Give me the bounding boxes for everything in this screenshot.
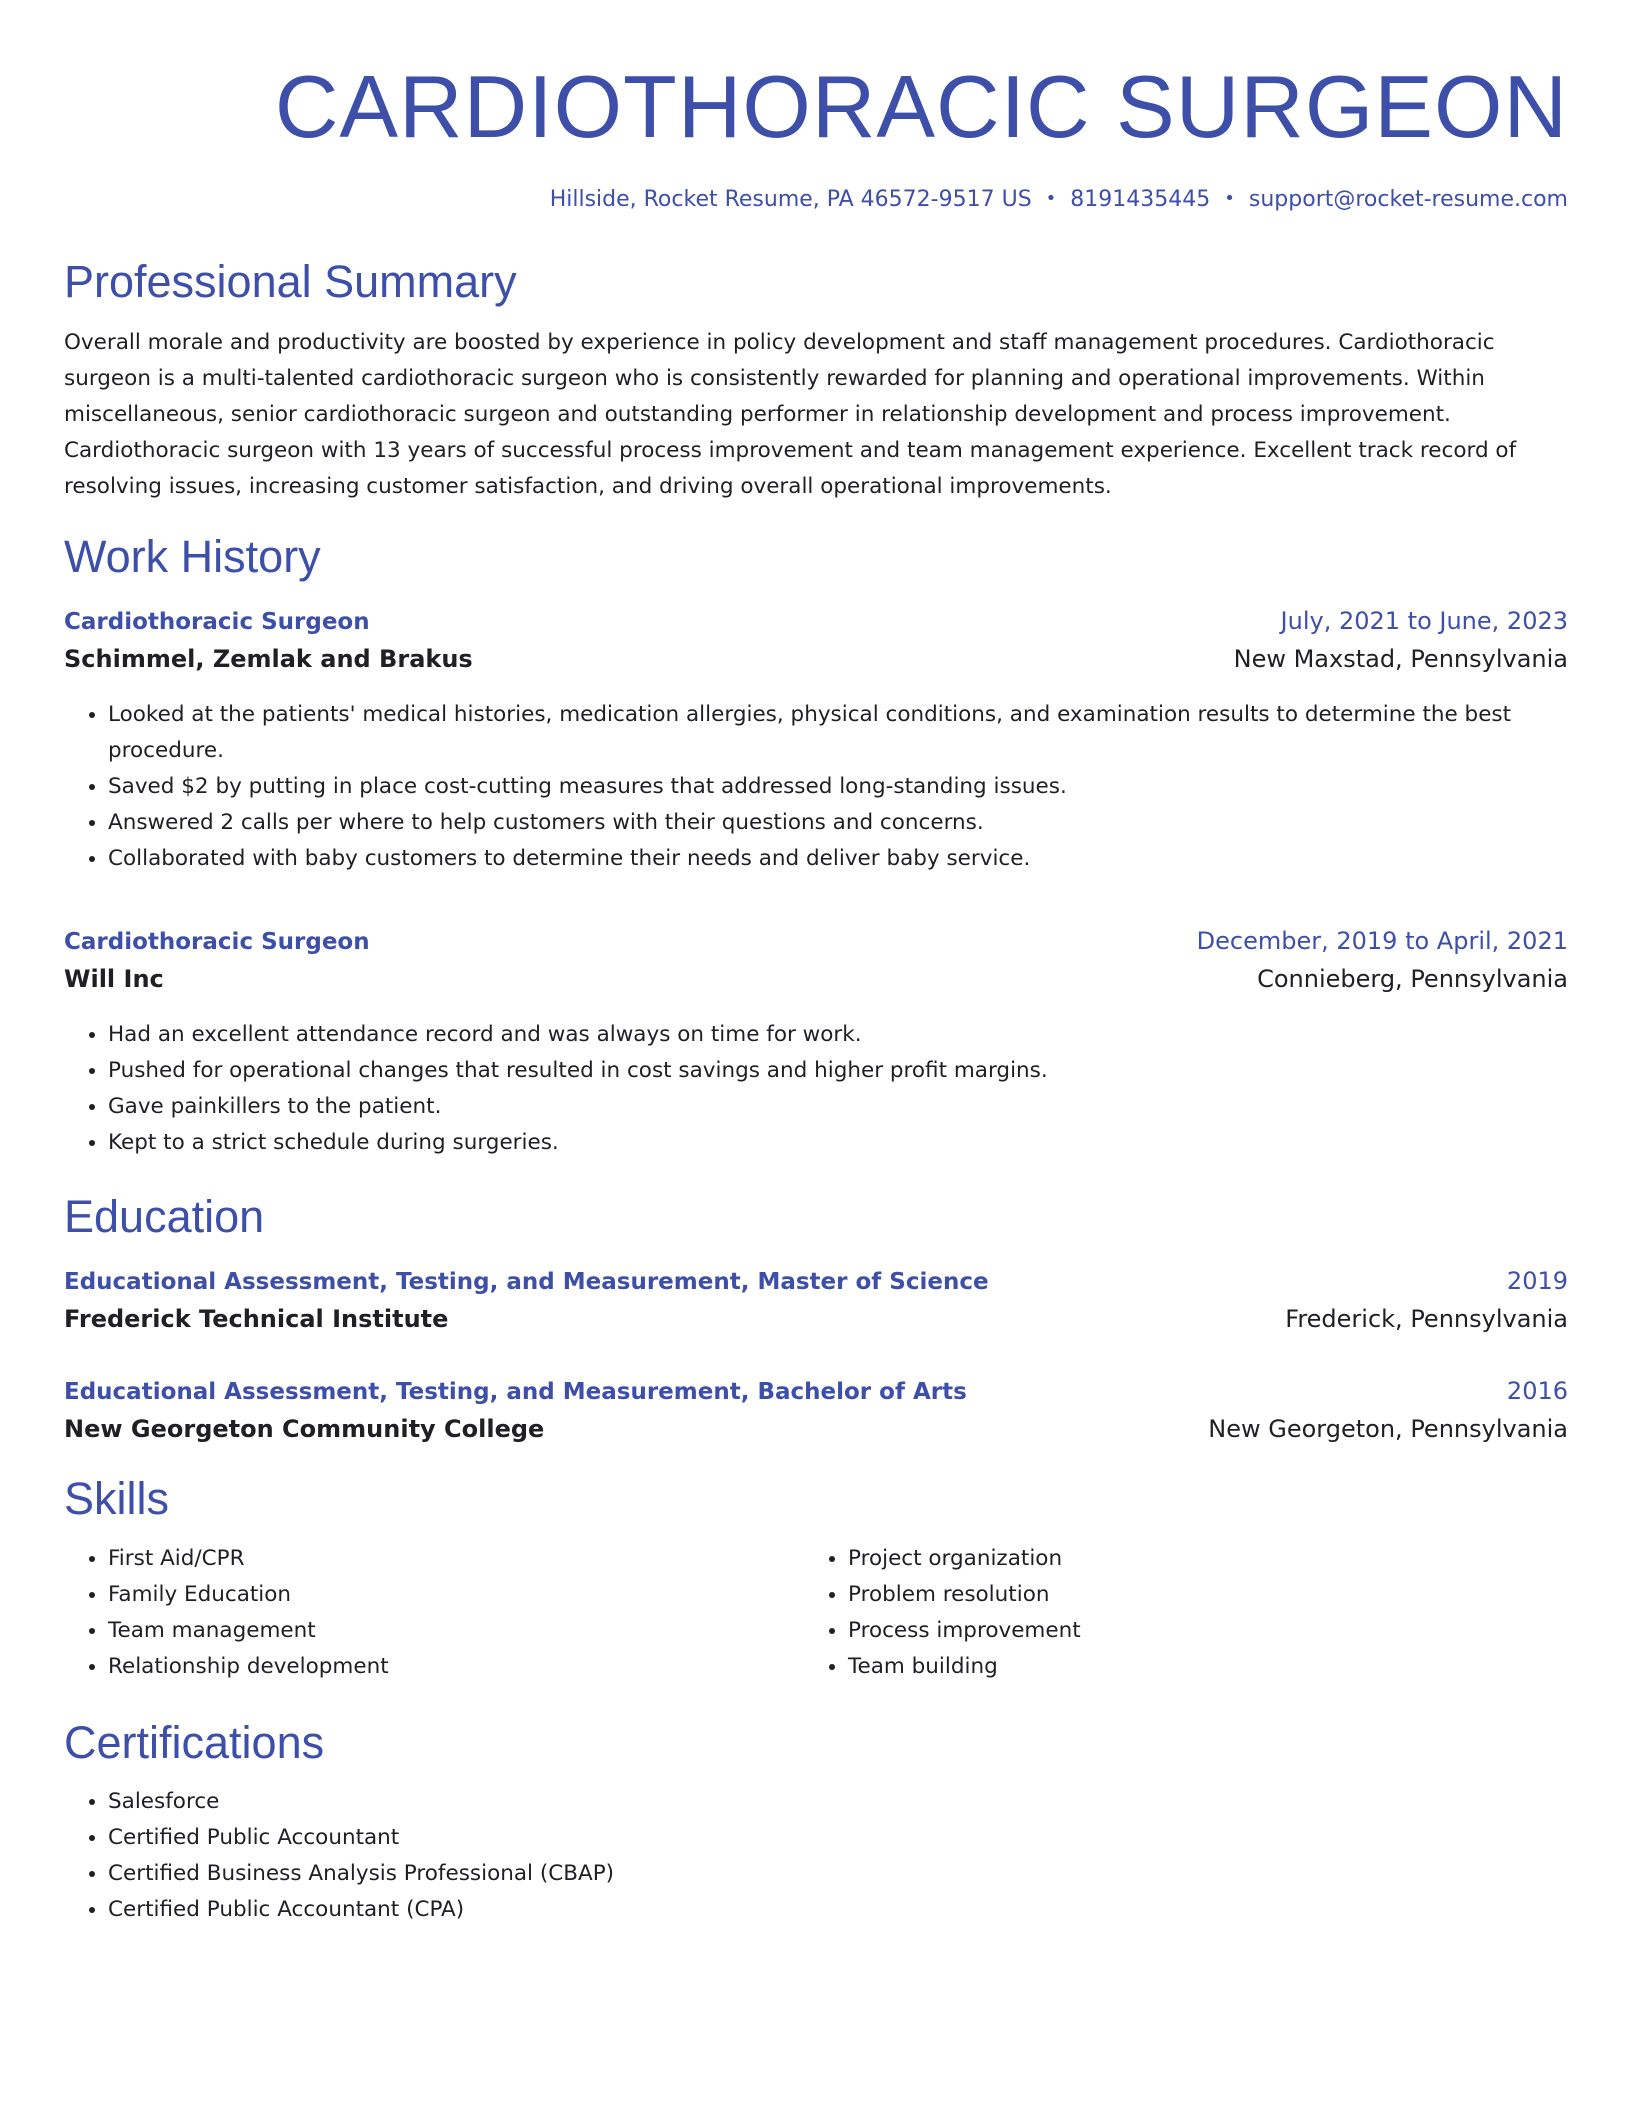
job-title: Cardiothoracic Surgeon: [64, 609, 370, 636]
skills-list-left: [64, 1541, 804, 1685]
skill-item: • First Aid/CPR: [108, 1541, 804, 1577]
list-item: • Pushed for operational changes that resulted in cost savings and higher profit margins.: [108, 1053, 1568, 1089]
section-heading-summary: Professional Summary: [64, 255, 517, 307]
job-title: Cardiothoracic Surgeon: [64, 929, 370, 956]
job-dates: December, 2019 to April, 2021: [1196, 927, 1568, 956]
school-location: Frederick, Pennsylvania: [1285, 1304, 1568, 1333]
contact-separator: •: [1045, 187, 1057, 209]
job-dates: July, 2021 to June, 2023: [1280, 607, 1568, 636]
resume-header: [64, 58, 1568, 212]
job-company: Will Inc: [64, 965, 164, 994]
school-name: New Georgeton Community College: [64, 1414, 545, 1443]
certifications-section: [64, 1717, 1568, 1929]
education-section: [64, 1191, 1568, 1443]
skill-item: • Team building: [848, 1649, 1544, 1685]
graduation-year: 2016: [1506, 1376, 1568, 1405]
school-row: [64, 1415, 1568, 1443]
list-item: • Gave painkillers to the patient.: [108, 1089, 1568, 1125]
certification-item: • Salesforce: [108, 1784, 1568, 1820]
job-bullets: [64, 1017, 1568, 1161]
phone: 8191435445: [1070, 186, 1211, 212]
job-company-row: [64, 645, 1568, 673]
contact-separator: •: [1224, 187, 1235, 209]
school-location: New Georgeton, Pennsylvania: [1208, 1414, 1568, 1443]
education-entry: [64, 1267, 1568, 1333]
email-link[interactable]: support@rocket-resume.com: [1248, 186, 1568, 212]
job-location: Connieberg, Pennsylvania: [1257, 965, 1568, 994]
skill-item: • Process improvement: [848, 1613, 1544, 1649]
certifications-list: [64, 1784, 1568, 1928]
skill-item: • Project organization: [848, 1541, 1544, 1577]
address: Hillside, Rocket Resume, PA 46572-9517 US: [549, 186, 1032, 212]
certification-item: • Certified Public Accountant (CPA): [108, 1892, 1568, 1928]
list-item: • Kept to a strict schedule during surgeries.: [108, 1125, 1568, 1161]
list-item: • Looked at the patients' medical histories, medication allergies, physical conditions, and examination results to determine the best procedure.: [108, 697, 1568, 769]
work-history-section: [64, 531, 1568, 1161]
list-item: • Had an excellent attendance record and was always on time for work.: [108, 1017, 1568, 1053]
school-row: [64, 1305, 1568, 1333]
section-heading-education: Education: [64, 1191, 265, 1243]
skills-columns: [64, 1541, 1568, 1685]
job-title-row: [64, 927, 1568, 955]
skill-item: • Team management: [108, 1613, 804, 1649]
degree-row: [64, 1377, 1568, 1405]
degree-row: [64, 1267, 1568, 1295]
education-entry: [64, 1377, 1568, 1443]
school-name: Frederick Technical Institute: [64, 1304, 449, 1333]
list-item: • Saved $2 by putting in place cost-cutting measures that addressed long-standing issues.: [108, 769, 1568, 805]
job-company-row: [64, 965, 1568, 993]
section-heading-skills: Skills: [64, 1472, 170, 1524]
candidate-name: CARDIOTHORACIC SURGEON: [274, 57, 1568, 156]
skill-item: • Problem resolution: [848, 1577, 1544, 1613]
section-heading-work: Work History: [64, 531, 321, 583]
list-item: • Collaborated with baby customers to determine their needs and deliver baby service.: [108, 841, 1568, 877]
contact-line: [64, 187, 1568, 212]
skill-item: • Family Education: [108, 1577, 804, 1613]
degree: Educational Assessment, Testing, and Measurement, Bachelor of Arts: [64, 1378, 967, 1405]
job-location: New Maxstad, Pennsylvania: [1233, 645, 1568, 674]
job-entry: [64, 927, 1568, 1161]
job-bullets: [64, 697, 1568, 877]
certification-item: • Certified Business Analysis Professional (CBAP): [108, 1856, 1568, 1892]
skills-section: [64, 1473, 1568, 1685]
graduation-year: 2019: [1506, 1266, 1568, 1295]
job-company: Schimmel, Zemlak and Brakus: [64, 645, 473, 674]
job-title-row: [64, 607, 1568, 635]
professional-summary-section: [64, 256, 1568, 506]
degree: Educational Assessment, Testing, and Measurement, Master of Science: [64, 1268, 989, 1295]
summary-text: Overall morale and productivity are boosted by experience in policy development and staff management procedures. Cardiothoracic surgeon is a multi-talented cardiothoracic surgeon who is consistently rewarded for planning and operational improvements. Within miscellaneous, senior cardiothoracic surgeon and outstanding performer in relationship development and process improvement. Cardiothoracic surgeon with 13 years of successful process improvement and team management experience. Excellent track record of resolving issues, increasing customer satisfaction, and driving overall operational improvements.: [64, 330, 1517, 500]
skills-list-right: [804, 1541, 1544, 1685]
section-heading-certifications: Certifications: [64, 1716, 325, 1768]
list-item: • Answered 2 calls per where to help customers with their questions and concerns.: [108, 805, 1568, 841]
job-entry: [64, 607, 1568, 877]
skill-item: • Relationship development: [108, 1649, 804, 1685]
certification-item: • Certified Public Accountant: [108, 1820, 1568, 1856]
